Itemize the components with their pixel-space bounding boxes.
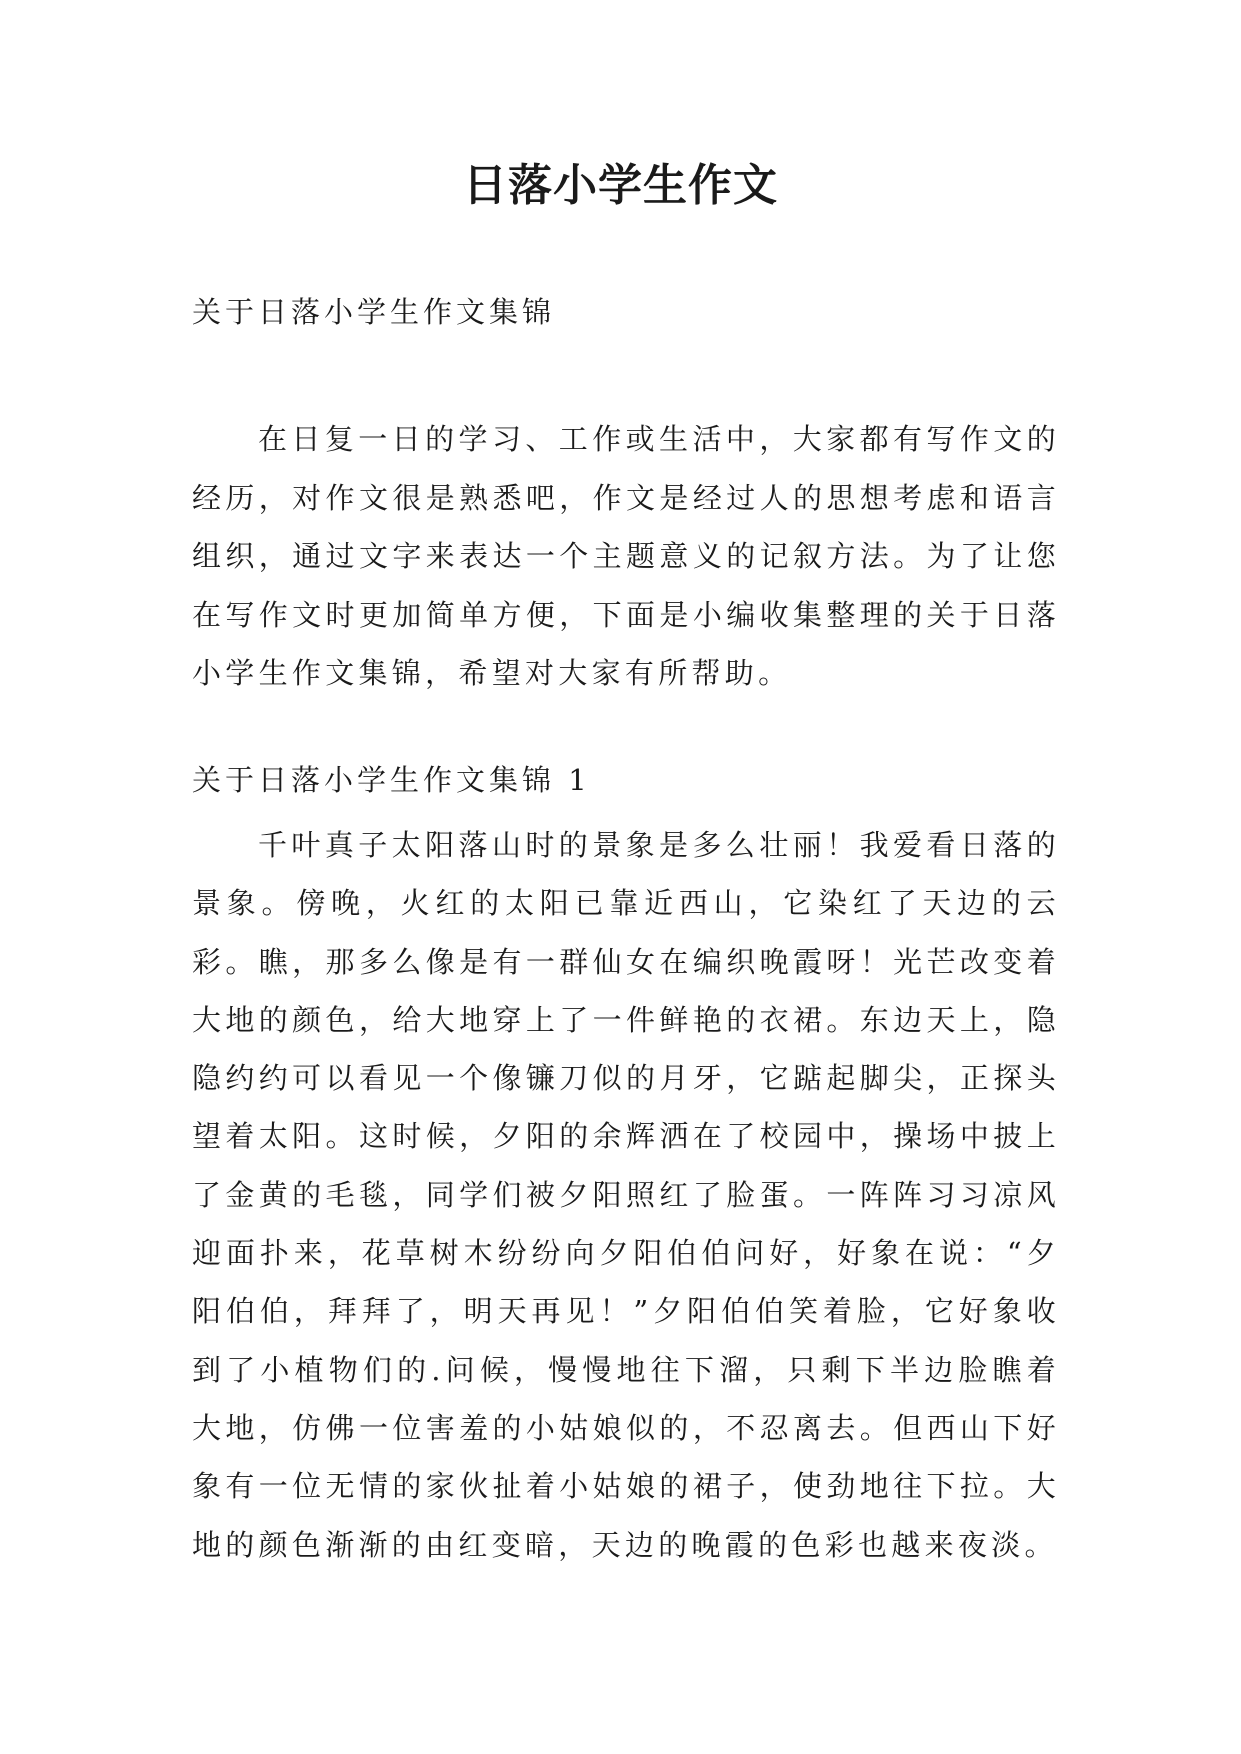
section-1-title: 关于日落小学生作文集锦 1 <box>192 763 591 797</box>
section-1-paragraph: 千叶真子太阳落山时的景象是多么壮丽！我爱看日落的景象。傍晚，火红的太阳已靠近西山，它染红了天边的云彩。瞧，那多么像是有一群仙女在编织晚霞呀！光芒改变着大地的颜色，给大地穿上了一件鲜艳的衣裙。东边天上，隐隐约约可以看见一个像镰刀似的月牙，它踮起脚尖，正探头望着太阳。这时候，夕阳的余辉洒在了校园中，操场中披上了金黄的毛毯，同学们被夕阳照红了脸蛋。一阵阵习习凉风迎面扑来，花草树木纷纷向夕阳伯伯问好，好象在说：“夕阳伯伯，拜拜了，明天再见！”夕阳伯伯笑着脸，它好象收到了小植物们的.问候，慢慢地往下溜，只剩下半边脸瞧着大地，仿佛一位害羞的小姑娘似的，不忍离去。但西山下好象有一位无情的家伙扯着小姑娘的裙子，使劲地往下拉。大地的颜色渐渐的由红变暗，天边的晚霞的色彩也越来夜淡。 <box>192 828 1060 1562</box>
document-subtitle: 关于日落小学生作文集锦 <box>192 295 556 329</box>
document-title: 日落小学生作文 <box>463 160 778 211</box>
intro-paragraph: 在日复一日的学习、工作或生活中，大家都有写作文的经历，对作文很是熟悉吧，作文是经过人的思想考虑和语言组织，通过文字来表达一个主题意义的记叙方法。为了让您在写作文时更加简单方便，下面是小编收集整理的关于日落小学生作文集锦，希望对大家有所帮助。 <box>192 422 1060 690</box>
